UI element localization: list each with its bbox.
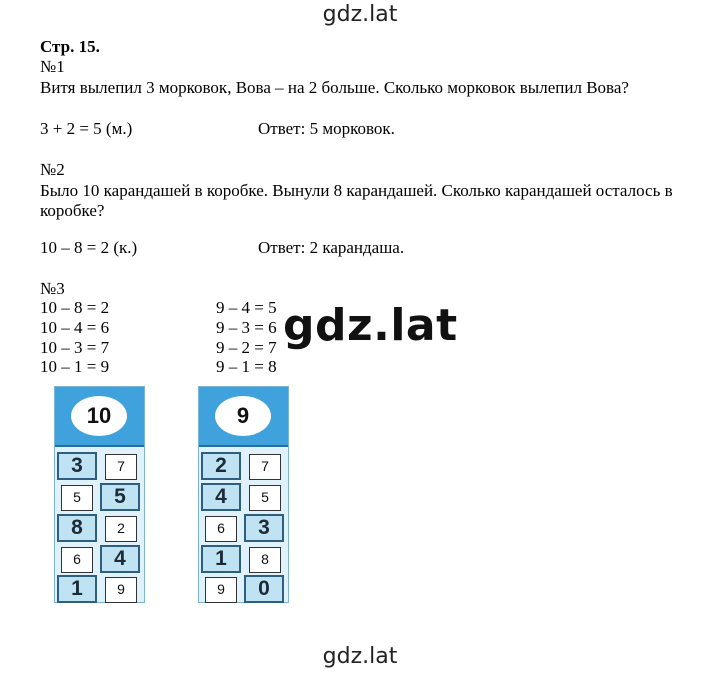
- task3-left-eq: 10 – 4 = 6: [40, 318, 110, 337]
- answer-box: 2: [105, 516, 137, 542]
- answer-box: 9: [105, 577, 137, 603]
- task1-number: №1: [40, 57, 65, 76]
- task1-solution: 3 + 2 = 5 (м.): [40, 119, 133, 138]
- house-cell-right: 5: [100, 483, 140, 511]
- house-cell-right: 0: [244, 575, 284, 603]
- task3-right-eq: 9 – 2 = 7: [216, 338, 277, 357]
- house-cell-left: 2: [201, 452, 241, 480]
- answer-box: 5: [61, 485, 93, 511]
- task3-right-eq: 9 – 4 = 5: [216, 298, 277, 317]
- number-house-10: [54, 386, 145, 603]
- answer-box: 6: [61, 547, 93, 573]
- house-roof: [199, 387, 288, 447]
- task1-answer: Ответ: 5 морковок.: [258, 119, 395, 138]
- house-top-number: 10: [71, 396, 127, 436]
- answer-box: 5: [249, 485, 281, 511]
- task2-number: №2: [40, 160, 65, 179]
- watermark-top: gdz.lat: [322, 2, 398, 27]
- answer-box: 9: [205, 577, 237, 603]
- task2-answer: Ответ: 2 карандаша.: [258, 238, 405, 257]
- house-cell-right: 4: [100, 545, 140, 573]
- house-cell-left: 4: [201, 483, 241, 511]
- house-cell-left: 1: [201, 545, 241, 573]
- page-title: Стр. 15.: [40, 37, 100, 56]
- task3-right-eq: 9 – 3 = 6: [216, 318, 277, 337]
- task3-left-eq: 10 – 3 = 7: [40, 338, 110, 357]
- task3-left-eq: 10 – 1 = 9: [40, 357, 110, 376]
- answer-box: 6: [205, 516, 237, 542]
- answer-box: 7: [249, 454, 281, 480]
- task3-right-eq: 9 – 1 = 8: [216, 357, 277, 376]
- watermark-bottom: gdz.lat: [322, 644, 398, 669]
- number-house-9: [198, 386, 289, 603]
- house-roof: [55, 387, 144, 447]
- house-cell-right: 3: [244, 514, 284, 542]
- task3-number: №3: [40, 279, 65, 298]
- house-cell-left: 8: [57, 514, 97, 542]
- house-cell-left: 3: [57, 452, 97, 480]
- task2-question-line1: Было 10 карандашей в коробке. Вынули 8 карандашей. Сколько карандашей осталось в: [40, 181, 673, 200]
- task1-question: Витя вылепил 3 морковок, Вова – на 2 больше. Сколько морковок вылепил Вова?: [40, 78, 629, 97]
- task2-question-line2: коробке?: [40, 201, 105, 220]
- answer-box: 7: [105, 454, 137, 480]
- house-cell-left: 1: [57, 575, 97, 603]
- answer-box: 8: [249, 547, 281, 573]
- task2-solution: 10 – 8 = 2 (к.): [40, 238, 138, 257]
- watermark-middle: gdz.lat: [283, 300, 458, 351]
- house-top-number: 9: [215, 396, 271, 436]
- task3-left-eq: 10 – 8 = 2: [40, 298, 110, 317]
